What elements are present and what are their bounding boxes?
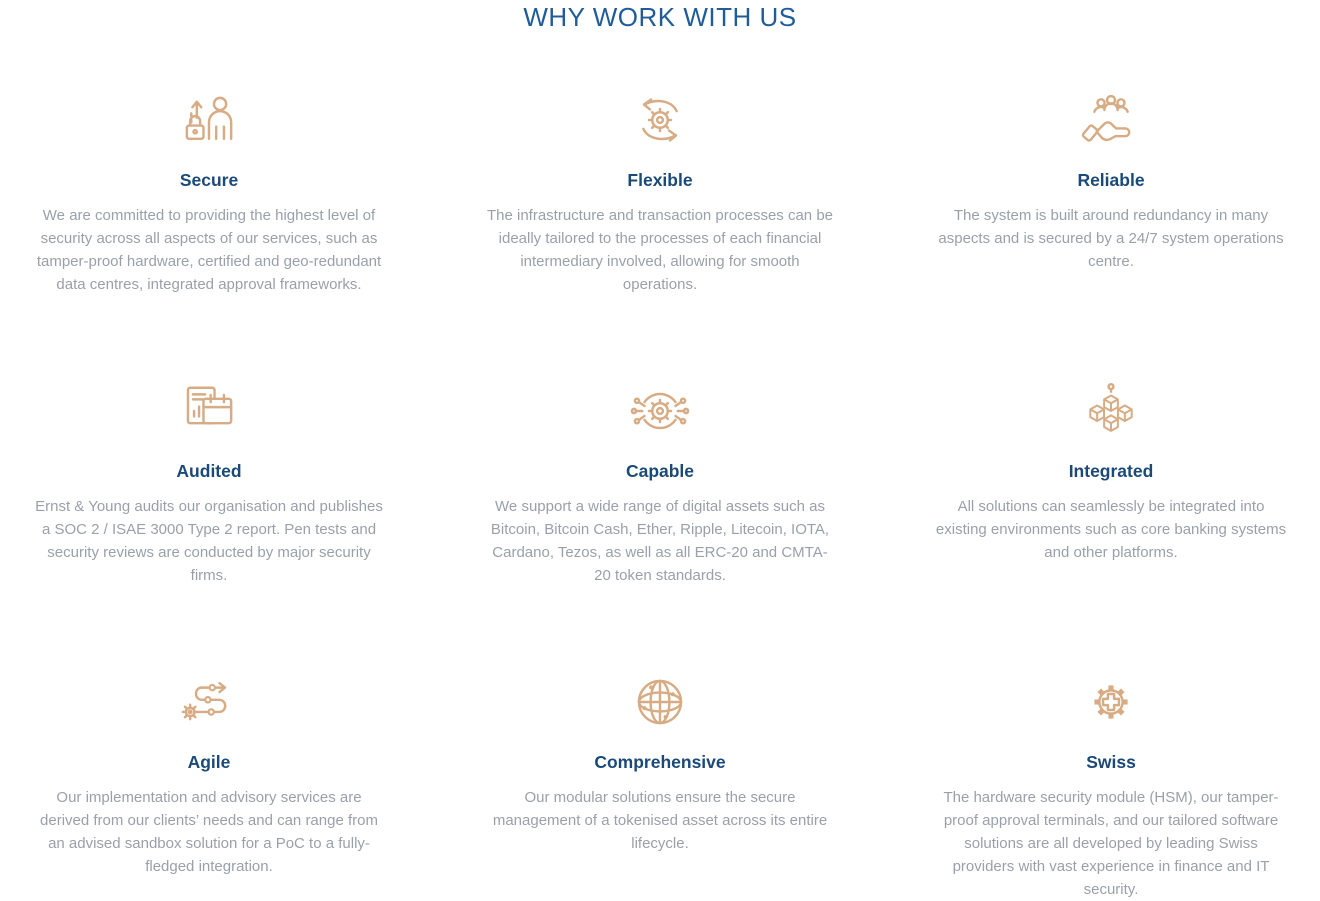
flexible-gear-cycle-icon: [629, 89, 691, 151]
secure-person-lock-icon: [178, 89, 240, 151]
feature-card-swiss: [935, 671, 1287, 901]
feature-card-audited: [33, 380, 385, 587]
audited-report-calendar-icon: [178, 380, 240, 442]
feature-title: Capable: [625, 461, 695, 481]
swiss-gear-cross-icon: [1080, 671, 1142, 733]
features-grid: [15, 89, 1305, 901]
feature-card-reliable: [935, 89, 1287, 273]
feature-description: We support a wide range of digital assets such as Bitcoin, Bitcoin Cash, Ether, Ripple, Litecoin, IOTA, Cardano, Tezos, as well as all ERC-20 and CMTA-20 token standards.: [490, 498, 830, 584]
feature-title: Agile: [187, 752, 231, 772]
feature-title: Integrated: [1068, 461, 1154, 481]
feature-title: Swiss: [1086, 752, 1136, 772]
feature-card-flexible: [484, 89, 836, 296]
feature-title: Reliable: [1077, 170, 1145, 190]
feature-card-capable: [484, 380, 836, 587]
feature-description: Our modular solutions ensure the secure management of a tokenised asset across its entire lifecycle.: [492, 789, 828, 852]
capable-gear-circuit-icon: [629, 380, 691, 442]
feature-card-comprehensive: [484, 671, 836, 855]
feature-description: The hardware security module (HSM), our tamper-proof approval terminals, and our tailored software solutions are all developed by leading Swiss providers with vast experience in finance and IT security.: [943, 789, 1279, 898]
feature-title: Flexible: [627, 170, 693, 190]
integrated-cubes-icon: [1080, 380, 1142, 442]
feature-description: We are committed to providing the highest level of security across all aspects of our services, such as tamper-proof hardware, certified and geo-redundant data centres, integrated approval frameworks.: [36, 207, 382, 293]
feature-title: Comprehensive: [594, 752, 726, 772]
feature-description: The system is built around redundancy in many aspects and is secured by a 24/7 system operations centre.: [938, 207, 1284, 270]
agile-path-icon: [178, 671, 240, 733]
feature-description: Ernst & Young audits our organisation and publishes a SOC 2 / ISAE 3000 Type 2 report. Pen tests and security reviews are conducted by major security firms.: [35, 498, 383, 584]
feature-title: Secure: [179, 170, 239, 190]
feature-description: All solutions can seamlessly be integrated into existing environments such as core banking systems and other platforms.: [935, 498, 1287, 561]
feature-card-agile: [33, 671, 385, 878]
section-title: WHY WORK WITH US: [523, 2, 797, 32]
feature-card-secure: [33, 89, 385, 296]
feature-card-integrated: [935, 380, 1287, 564]
feature-title: Audited: [176, 461, 242, 481]
comprehensive-globe-icon: [629, 671, 691, 733]
feature-description: The infrastructure and transaction processes can be ideally tailored to the processes of each financial intermediary involved, allowing for smooth operations.: [486, 207, 834, 293]
reliable-hand-people-icon: [1080, 89, 1142, 151]
feature-description: Our implementation and advisory services are derived from our clients’ needs and can range from an advised sandbox solution for a PoC to a fully-fledged integration.: [40, 789, 378, 875]
